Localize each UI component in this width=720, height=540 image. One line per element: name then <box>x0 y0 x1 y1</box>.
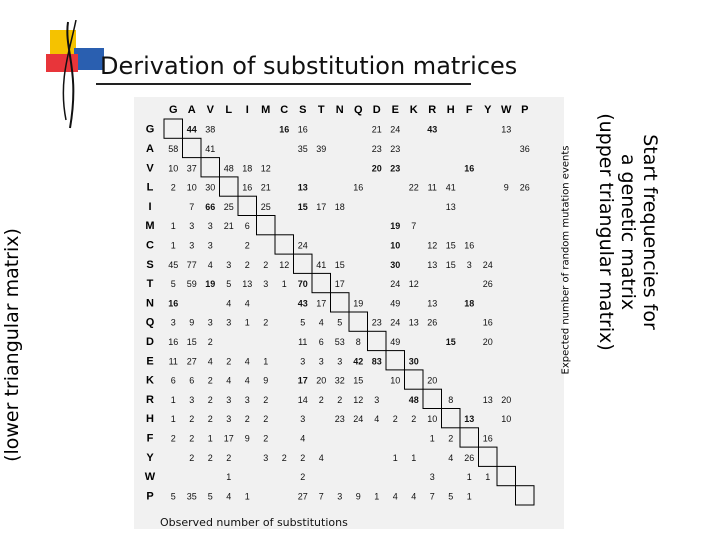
matrix-cell-Q-A: 9 <box>189 317 195 328</box>
matrix-cell-S-V: 4 <box>207 259 213 270</box>
matrix-cell-F-V: 1 <box>207 433 213 444</box>
matrix-cell-F-A: 2 <box>189 433 195 444</box>
diagonal-cell-P <box>516 486 535 505</box>
matrix-cell-P-N: 3 <box>337 491 343 502</box>
matrix-cell-E-A: 27 <box>186 356 197 367</box>
matrix-cell-P-V: 5 <box>207 491 213 502</box>
matrix-cell-Q-T: 4 <box>318 317 324 328</box>
matrix-cell-R-A: 3 <box>189 394 195 405</box>
diagonal-cell-M <box>257 216 276 235</box>
matrix-cell-V-D: 20 <box>371 163 382 174</box>
matrix-cell-G-D: 21 <box>371 124 382 135</box>
matrix-cell-E-V: 4 <box>207 356 213 367</box>
matrix-cell-G-V: 38 <box>205 124 216 135</box>
matrix-cell-S-A: 77 <box>186 259 197 270</box>
matrix-cell-S-C: 12 <box>279 259 290 270</box>
matrix-cell-Q-M: 2 <box>263 317 269 328</box>
diagonal-cell-L <box>220 177 239 196</box>
matrix-cell-I-M: 25 <box>260 201 271 212</box>
matrix-cell-L-Q: 16 <box>353 182 364 193</box>
matrix-cell-P-F: 1 <box>466 491 472 502</box>
matrix-cell-R-G: 1 <box>170 394 176 405</box>
matrix-cell-Q-R: 26 <box>427 317 438 328</box>
matrix-cell-N-F: 18 <box>464 298 475 309</box>
matrix-cell-Y-C: 2 <box>281 452 287 463</box>
matrix-cell-W-R: 3 <box>429 472 435 483</box>
matrix-cell-L-A: 10 <box>186 182 197 193</box>
matrix-cell-S-H: 15 <box>445 259 456 270</box>
matrix-cell-R-Q: 12 <box>353 394 364 405</box>
matrix-cell-H-V: 2 <box>207 414 213 425</box>
matrix-cell-M-V: 3 <box>207 221 213 232</box>
matrix-cell-T-G: 5 <box>170 279 176 290</box>
matrix-cell-R-V: 2 <box>207 394 213 405</box>
column-header-V: V <box>206 104 214 116</box>
matrix-cell-F-H: 2 <box>448 433 454 444</box>
matrix-cell-T-M: 3 <box>263 279 269 290</box>
matrix-cell-R-L: 3 <box>226 394 232 405</box>
column-header-R: R <box>428 104 437 116</box>
matrix-cell-Y-K: 1 <box>411 452 417 463</box>
row-header-F: F <box>146 432 154 445</box>
matrix-cell-S-E: 30 <box>390 259 401 270</box>
column-header-P: P <box>521 104 529 116</box>
matrix-cell-N-E: 49 <box>390 298 401 309</box>
matrix-cell-I-A: 7 <box>189 201 195 212</box>
row-header-E: E <box>146 355 154 368</box>
diagonal-cell-C <box>275 235 294 254</box>
matrix-cell-C-V: 3 <box>207 240 213 251</box>
matrix-cell-R-T: 2 <box>318 394 324 405</box>
matrix-cell-K-Q: 15 <box>353 375 364 386</box>
matrix-cell-C-S: 24 <box>297 240 308 251</box>
matrix-cell-E-T: 3 <box>318 356 324 367</box>
matrix-cell-R-S: 14 <box>297 394 308 405</box>
matrix-cell-D-N: 53 <box>334 336 345 347</box>
matrix-cell-S-Y: 24 <box>482 259 493 270</box>
matrix-cell-S-G: 45 <box>168 259 179 270</box>
row-header-Q: Q <box>145 316 155 329</box>
matrix-cell-V-M: 12 <box>260 163 271 174</box>
matrix-cell-T-S: 70 <box>297 279 308 290</box>
matrix-cell-F-R: 1 <box>429 433 435 444</box>
matrix-cell-H-S: 3 <box>300 414 306 425</box>
matrix-cell-G-A: 44 <box>186 124 197 135</box>
row-header-Y: Y <box>146 451 154 464</box>
matrix-cell-A-P: 36 <box>519 143 530 154</box>
row-header-C: C <box>146 239 154 252</box>
matrix-cell-H-F: 13 <box>464 414 475 425</box>
matrix-cell-G-W: 13 <box>501 124 512 135</box>
matrix-cell-N-G: 16 <box>168 298 179 309</box>
matrix-cell-A-G: 58 <box>168 143 179 154</box>
row-header-S: S <box>146 258 154 271</box>
matrix-cell-R-H: 8 <box>448 394 454 405</box>
matrix-cell-A-V: 41 <box>205 143 216 154</box>
matrix-cell-M-A: 3 <box>189 221 195 232</box>
matrix-cell-L-R: 11 <box>427 182 437 193</box>
matrix-cell-K-I: 4 <box>244 375 250 386</box>
matrix-cell-T-Y: 26 <box>482 279 493 290</box>
matrix-cell-K-T: 20 <box>316 375 327 386</box>
matrix-cell-R-K: 48 <box>408 394 419 405</box>
diagonal-cell-E <box>386 351 405 370</box>
matrix-cell-T-L: 5 <box>226 279 232 290</box>
matrix-cell-H-L: 3 <box>226 414 232 425</box>
title-divider <box>96 83 471 85</box>
column-header-A: A <box>187 104 196 116</box>
matrix-cell-T-I: 13 <box>242 279 253 290</box>
matrix-cell-P-D: 1 <box>374 491 380 502</box>
matrix-cell-F-I: 9 <box>244 433 250 444</box>
observed-substitutions-caption: Observed number of substitutions <box>160 516 348 529</box>
matrix-cell-H-G: 1 <box>170 414 176 425</box>
row-header-L: L <box>146 181 154 194</box>
matrix-cell-T-E: 24 <box>390 279 401 290</box>
matrix-cell-Y-T: 4 <box>318 452 324 463</box>
matrix-cell-H-R: 10 <box>427 414 438 425</box>
matrix-cell-C-E: 10 <box>390 240 401 251</box>
matrix-cell-A-S: 35 <box>297 143 308 154</box>
matrix-cell-Y-A: 2 <box>189 452 195 463</box>
substitution-matrix-panel <box>134 97 564 529</box>
matrix-cell-A-T: 39 <box>316 143 327 154</box>
matrix-cell-V-A: 37 <box>186 163 197 174</box>
matrix-cell-C-A: 3 <box>189 240 195 251</box>
logo-red-square <box>46 54 78 72</box>
matrix-cell-E-S: 3 <box>300 356 306 367</box>
matrix-cell-K-S: 17 <box>297 375 308 386</box>
row-header-R: R <box>146 393 154 406</box>
matrix-cell-Q-E: 24 <box>390 317 401 328</box>
matrix-cell-I-T: 17 <box>316 201 327 212</box>
diagonal-cell-N <box>331 293 350 312</box>
matrix-cell-I-N: 18 <box>334 201 345 212</box>
substitution-matrix <box>134 97 564 529</box>
matrix-cell-G-C: 16 <box>279 124 290 135</box>
matrix-cell-K-E: 10 <box>390 375 401 386</box>
matrix-cell-D-G: 16 <box>168 336 179 347</box>
matrix-cell-F-L: 17 <box>223 433 234 444</box>
matrix-cell-K-M: 9 <box>263 375 269 386</box>
matrix-cell-P-Q: 9 <box>355 491 361 502</box>
matrix-cell-Y-M: 3 <box>263 452 269 463</box>
column-header-C: C <box>280 104 289 116</box>
matrix-cell-D-E: 49 <box>390 336 401 347</box>
diagonal-cell-A <box>183 138 202 157</box>
matrix-cell-V-L: 48 <box>223 163 234 174</box>
matrix-cell-Q-D: 23 <box>371 317 382 328</box>
matrix-cell-V-I: 18 <box>242 163 253 174</box>
diagonal-cell-T <box>312 273 331 292</box>
matrix-cell-M-L: 21 <box>223 221 234 232</box>
column-header-Y: Y <box>484 104 492 116</box>
matrix-cell-E-I: 4 <box>244 356 250 367</box>
matrix-cell-D-Y: 20 <box>482 336 493 347</box>
matrix-cell-Y-V: 2 <box>207 452 213 463</box>
matrix-cell-I-V: 66 <box>205 201 216 212</box>
matrix-cell-L-G: 2 <box>170 182 176 193</box>
matrix-cell-T-A: 59 <box>186 279 197 290</box>
matrix-cell-D-A: 15 <box>186 336 197 347</box>
matrix-cell-Q-L: 3 <box>226 317 232 328</box>
diagonal-cell-Q <box>349 312 368 331</box>
diagonal-cell-I <box>238 196 257 215</box>
row-header-M: M <box>145 220 155 233</box>
column-header-L: L <box>225 104 233 116</box>
matrix-cell-Q-G: 3 <box>170 317 176 328</box>
matrix-cell-S-T: 41 <box>316 259 327 270</box>
matrix-cell-F-Y: 16 <box>482 433 493 444</box>
row-header-V: V <box>146 162 154 175</box>
matrix-cell-R-D: 3 <box>374 394 380 405</box>
matrix-cell-H-K: 2 <box>411 414 417 425</box>
matrix-cell-N-R: 13 <box>427 298 438 309</box>
matrix-cell-W-S: 2 <box>300 472 306 483</box>
matrix-cell-F-M: 2 <box>263 433 269 444</box>
matrix-cell-V-E: 23 <box>390 163 401 174</box>
matrix-cell-V-F: 16 <box>464 163 475 174</box>
diagonal-cell-S <box>294 254 313 273</box>
matrix-cell-G-R: 43 <box>427 124 438 135</box>
matrix-cell-L-H: 41 <box>445 182 456 193</box>
matrix-cell-W-F: 1 <box>466 472 472 483</box>
matrix-cell-N-Q: 19 <box>353 298 364 309</box>
row-header-I: I <box>148 200 152 213</box>
diagonal-cell-D <box>368 331 387 350</box>
diagonal-cell-Y <box>479 447 498 466</box>
diagonal-cell-H <box>442 409 461 428</box>
matrix-cell-P-H: 5 <box>448 491 454 502</box>
matrix-cell-P-S: 27 <box>297 491 308 502</box>
matrix-cell-H-I: 2 <box>244 414 250 425</box>
matrix-cell-Y-H: 4 <box>448 452 454 463</box>
diagonal-cell-F <box>460 428 479 447</box>
matrix-cell-T-V: 19 <box>205 279 216 290</box>
matrix-cell-N-I: 4 <box>244 298 250 309</box>
matrix-cell-E-N: 3 <box>337 356 343 367</box>
row-header-W: W <box>144 471 156 484</box>
matrix-cell-Q-V: 3 <box>207 317 213 328</box>
page-title: Derivation of substitution matrices <box>100 52 518 80</box>
row-header-A: A <box>146 142 154 155</box>
matrix-cell-C-F: 16 <box>464 240 475 251</box>
matrix-cell-L-W: 9 <box>503 182 509 193</box>
row-header-N: N <box>146 297 154 310</box>
matrix-cell-P-G: 5 <box>170 491 176 502</box>
left-label-line-3: (lower triangular matrix) <box>1 228 23 462</box>
matrix-cell-R-M: 2 <box>263 394 269 405</box>
matrix-cell-A-E: 23 <box>390 143 401 154</box>
matrix-cell-Q-Y: 16 <box>482 317 493 328</box>
matrix-cell-L-M: 21 <box>260 182 271 193</box>
matrix-cell-Y-L: 2 <box>226 452 232 463</box>
right-label-line-3: (upper triangular matrix) <box>595 113 617 351</box>
matrix-cell-M-K: 7 <box>411 221 417 232</box>
matrix-cell-L-I: 16 <box>242 182 253 193</box>
matrix-cell-C-H: 15 <box>445 240 456 251</box>
column-header-E: E <box>391 104 399 116</box>
diagonal-cell-K <box>405 370 424 389</box>
matrix-cell-K-L: 4 <box>226 375 232 386</box>
matrix-cell-H-E: 2 <box>392 414 398 425</box>
matrix-cell-K-R: 20 <box>427 375 438 386</box>
matrix-cell-K-N: 32 <box>334 375 345 386</box>
matrix-cell-K-G: 6 <box>170 375 176 386</box>
diagonal-cell-R <box>423 389 442 408</box>
matrix-cell-S-I: 2 <box>244 259 250 270</box>
matrix-cell-M-E: 19 <box>390 221 401 232</box>
matrix-cell-H-D: 4 <box>374 414 380 425</box>
matrix-cell-S-N: 15 <box>334 259 345 270</box>
matrix-cell-C-I: 2 <box>244 240 250 251</box>
matrix-cell-E-G: 11 <box>168 356 178 367</box>
matrix-cell-K-V: 2 <box>207 375 213 386</box>
matrix-cell-P-A: 35 <box>186 491 197 502</box>
row-header-P: P <box>146 490 154 503</box>
matrix-cell-E-L: 2 <box>226 356 232 367</box>
column-header-T: T <box>317 104 325 116</box>
matrix-cell-P-T: 7 <box>318 491 324 502</box>
matrix-cell-E-D: 83 <box>371 356 382 367</box>
matrix-cell-P-L: 4 <box>226 491 232 502</box>
row-header-G: G <box>145 123 155 136</box>
column-header-G: G <box>168 104 178 116</box>
matrix-cell-D-S: 11 <box>298 336 308 347</box>
matrix-cell-G-E: 24 <box>390 124 401 135</box>
matrix-cell-Q-K: 13 <box>408 317 419 328</box>
matrix-cell-M-I: 6 <box>244 221 250 232</box>
column-header-M: M <box>261 104 271 116</box>
matrix-cell-C-R: 12 <box>427 240 438 251</box>
column-header-D: D <box>372 104 381 116</box>
matrix-cell-N-T: 17 <box>316 298 327 309</box>
matrix-cell-P-E: 4 <box>392 491 398 502</box>
matrix-cell-Y-E: 1 <box>392 452 398 463</box>
matrix-cell-E-K: 30 <box>408 356 419 367</box>
column-header-H: H <box>446 104 455 116</box>
matrix-cell-R-N: 2 <box>337 394 343 405</box>
diagonal-cell-W <box>497 466 516 485</box>
matrix-cell-R-W: 20 <box>501 394 512 405</box>
matrix-cell-F-S: 4 <box>300 433 306 444</box>
matrix-cell-D-Q: 8 <box>355 336 361 347</box>
matrix-cell-A-D: 23 <box>371 143 382 154</box>
matrix-cell-H-Q: 24 <box>353 414 364 425</box>
matrix-cell-Y-S: 2 <box>300 452 306 463</box>
diagonal-cell-G <box>164 119 183 138</box>
matrix-cell-D-T: 6 <box>318 336 324 347</box>
logo-yellow-square <box>50 30 76 54</box>
matrix-cell-L-P: 26 <box>519 182 530 193</box>
matrix-cell-S-L: 3 <box>226 259 232 270</box>
matrix-cell-N-L: 4 <box>226 298 232 309</box>
right-label-line-2: a genetic matrix <box>617 153 639 311</box>
matrix-cell-E-Q: 42 <box>353 356 364 367</box>
matrix-cell-S-M: 2 <box>263 259 269 270</box>
diagonal-cell-V <box>201 158 220 177</box>
matrix-cell-S-R: 13 <box>427 259 438 270</box>
column-header-S: S <box>299 104 307 116</box>
matrix-cell-C-G: 1 <box>170 240 176 251</box>
matrix-cell-W-Y: 1 <box>485 472 491 483</box>
matrix-cell-W-L: 1 <box>226 472 232 483</box>
matrix-cell-K-A: 6 <box>189 375 195 386</box>
matrix-cell-E-M: 1 <box>263 356 269 367</box>
row-header-K: K <box>146 374 154 387</box>
matrix-cell-S-F: 3 <box>466 259 472 270</box>
matrix-cell-T-N: 17 <box>334 279 345 290</box>
row-header-T: T <box>146 278 154 291</box>
matrix-cell-R-I: 3 <box>244 394 250 405</box>
column-header-Q: Q <box>353 104 363 116</box>
matrix-cell-T-K: 12 <box>408 279 419 290</box>
column-header-I: I <box>245 104 249 116</box>
matrix-cell-I-S: 15 <box>297 201 308 212</box>
matrix-cell-I-L: 25 <box>223 201 234 212</box>
matrix-cell-P-K: 4 <box>411 491 417 502</box>
matrix-cell-H-N: 23 <box>334 414 345 425</box>
matrix-cell-H-W: 10 <box>501 414 512 425</box>
matrix-cell-L-V: 30 <box>205 182 216 193</box>
matrix-cell-T-C: 1 <box>281 279 287 290</box>
matrix-cell-Q-S: 5 <box>300 317 306 328</box>
matrix-cell-D-V: 2 <box>207 336 213 347</box>
matrix-cell-L-K: 22 <box>408 182 419 193</box>
matrix-cell-P-R: 7 <box>429 491 435 502</box>
matrix-cell-Q-N: 5 <box>337 317 343 328</box>
matrix-cell-Q-I: 1 <box>244 317 250 328</box>
matrix-cell-L-S: 13 <box>297 182 308 193</box>
matrix-cell-Y-F: 26 <box>464 452 475 463</box>
matrix-cell-H-A: 2 <box>189 414 195 425</box>
column-header-W: W <box>501 104 512 116</box>
matrix-cell-I-H: 13 <box>445 201 456 212</box>
column-header-N: N <box>335 104 344 116</box>
column-header-K: K <box>409 104 418 116</box>
matrix-cell-V-G: 10 <box>168 163 179 174</box>
row-header-H: H <box>146 413 154 426</box>
matrix-cell-P-I: 1 <box>244 491 250 502</box>
row-header-D: D <box>146 335 154 348</box>
expected-events-text: Expected number of random mutation events <box>560 145 572 375</box>
matrix-cell-G-S: 16 <box>297 124 308 135</box>
right-label-line-1: Start frequencies for <box>639 134 661 330</box>
matrix-cell-D-H: 15 <box>445 336 456 347</box>
column-header-F: F <box>465 104 473 116</box>
matrix-cell-N-S: 43 <box>297 298 308 309</box>
matrix-cell-R-Y: 13 <box>482 394 493 405</box>
matrix-cell-H-M: 2 <box>263 414 269 425</box>
matrix-cell-F-G: 2 <box>170 433 176 444</box>
matrix-cell-M-G: 1 <box>170 221 176 232</box>
